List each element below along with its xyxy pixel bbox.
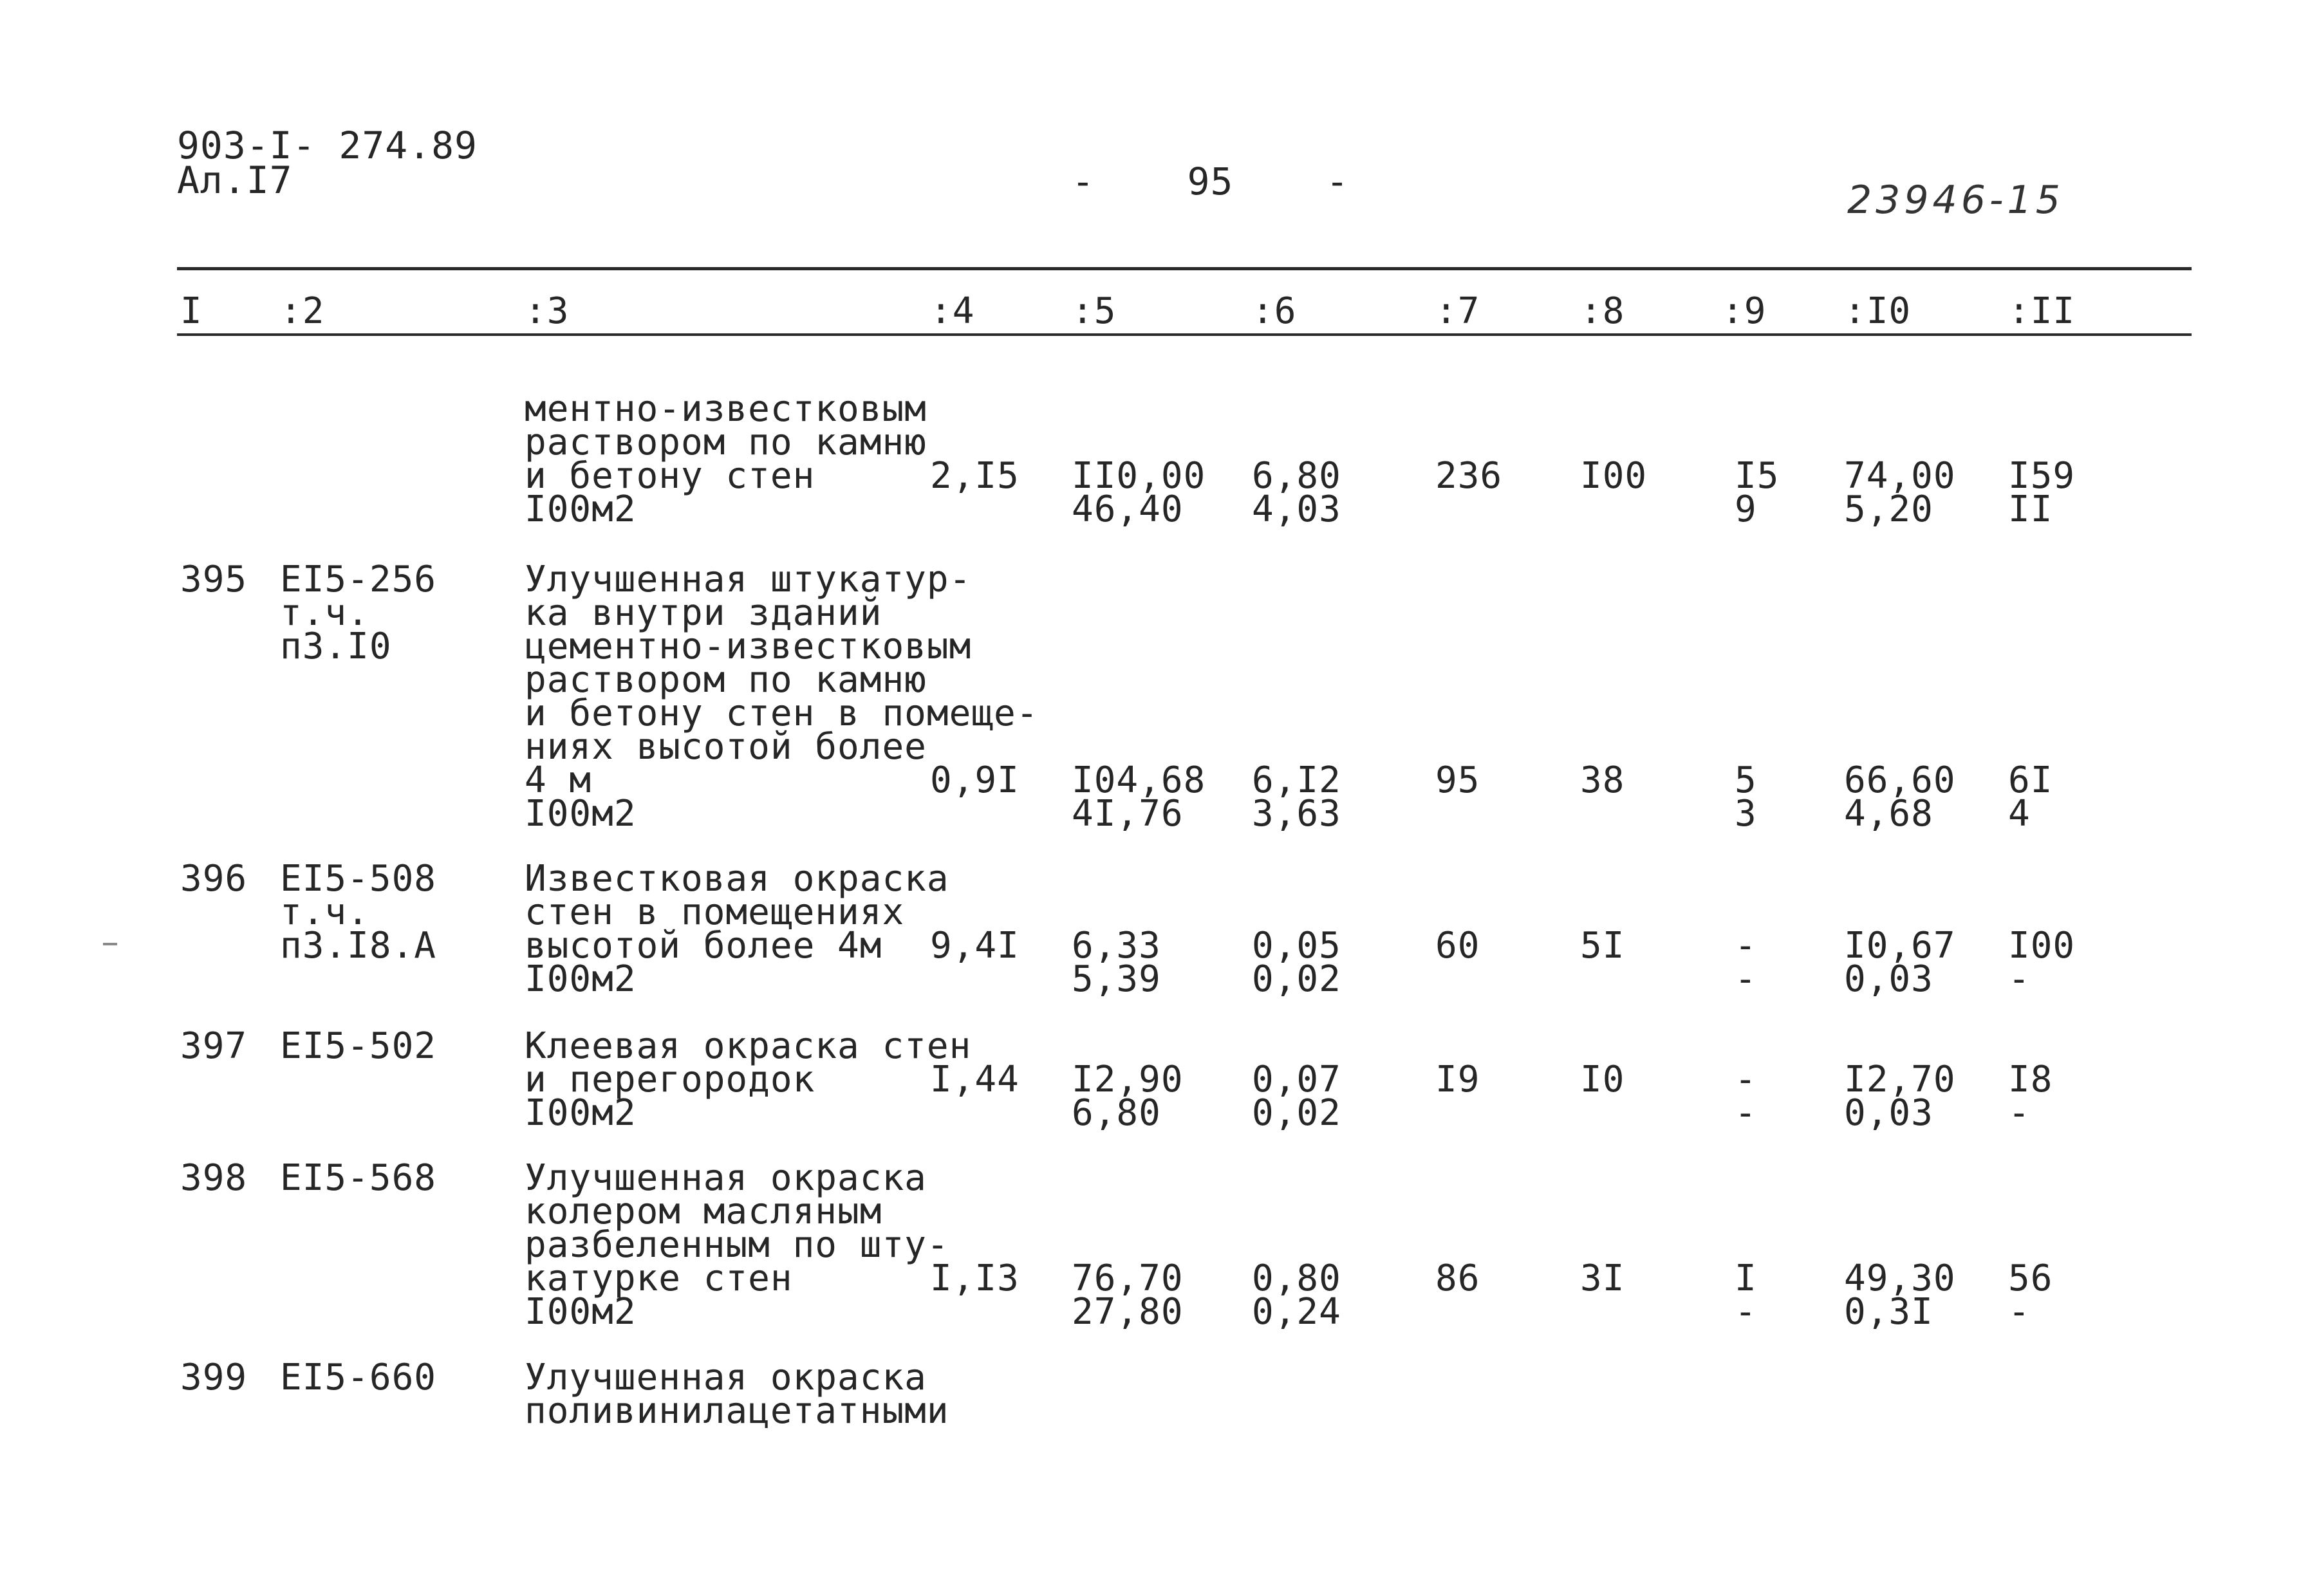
total-cost bbox=[1435, 1257, 1480, 1299]
work-description-line: Улучшенная окраска bbox=[525, 1357, 927, 1398]
quantity-line: I,44 bbox=[930, 1059, 1020, 1100]
work-description-line: и перегородок bbox=[525, 1059, 815, 1100]
quantity-line: I,I3 bbox=[930, 1257, 1020, 1299]
rate-code-line: EI5-660 bbox=[280, 1357, 437, 1398]
position-number-line: 395 bbox=[180, 559, 248, 600]
machine-cost-line: 0,24 bbox=[1252, 1291, 1341, 1333]
labor-total-line: - bbox=[2008, 1092, 2031, 1134]
labor-cost bbox=[1844, 455, 1956, 530]
work-description-line: I00м2 bbox=[525, 793, 637, 835]
position-number bbox=[180, 559, 248, 600]
machine-cost-line: 0,80 bbox=[1252, 1257, 1341, 1299]
labor-cost bbox=[1844, 1257, 1956, 1333]
wages-total-line: 5I bbox=[1580, 925, 1625, 967]
page-number: - 95 - bbox=[1072, 160, 1350, 203]
column-header: :8 bbox=[1580, 290, 1625, 332]
doc-number: 903-I- 274.89 bbox=[177, 124, 478, 167]
unit-cost bbox=[1072, 759, 1206, 835]
machine-wages-line: 5 bbox=[1735, 759, 1757, 801]
rate-code-line: т.ч. bbox=[280, 592, 369, 634]
wages-total bbox=[1580, 455, 1648, 497]
quantity bbox=[930, 1059, 1020, 1100]
rate-code bbox=[280, 1357, 437, 1398]
labor-total-line: I59 bbox=[2008, 455, 2076, 497]
work-description-line: I00м2 bbox=[525, 1291, 637, 1333]
total-cost bbox=[1435, 1059, 1480, 1100]
machine-cost-line: 0,05 bbox=[1252, 925, 1341, 967]
labor-total bbox=[2008, 1059, 2053, 1134]
machine-wages-line: I5 bbox=[1735, 455, 1780, 497]
work-description-line: Улучшенная окраска bbox=[525, 1157, 927, 1199]
unit-cost-line: 76,70 bbox=[1072, 1257, 1184, 1299]
total-cost-line: 86 bbox=[1435, 1257, 1480, 1299]
labor-cost-line: 0,3I bbox=[1844, 1291, 1933, 1333]
labor-total bbox=[2008, 925, 2076, 1000]
unit-cost-line: I2,90 bbox=[1072, 1059, 1184, 1100]
labor-total-line: II bbox=[2008, 488, 2053, 530]
column-header: I bbox=[180, 290, 203, 332]
labor-total-line: - bbox=[2008, 1291, 2031, 1333]
work-description-line: раствором по камню bbox=[525, 659, 927, 701]
work-description bbox=[525, 858, 949, 1000]
rate-code bbox=[280, 1157, 437, 1199]
labor-cost bbox=[1844, 759, 1956, 835]
labor-total-line: I8 bbox=[2008, 1059, 2053, 1100]
machine-wages-line: - bbox=[1735, 925, 1757, 967]
wages-total bbox=[1580, 1257, 1625, 1299]
wages-total bbox=[1580, 759, 1625, 801]
column-header: :4 bbox=[930, 290, 975, 332]
labor-cost-line: 0,03 bbox=[1844, 1092, 1933, 1134]
position-number bbox=[180, 858, 248, 900]
work-description-line: колером масляным bbox=[525, 1191, 882, 1232]
machine-wages-line: 3 bbox=[1735, 793, 1757, 835]
machine-wages-line: - bbox=[1735, 1059, 1757, 1100]
quantity bbox=[930, 925, 1020, 967]
machine-wages-line: 9 bbox=[1735, 488, 1757, 530]
machine-cost bbox=[1252, 1059, 1341, 1134]
column-header: :9 bbox=[1722, 290, 1767, 332]
position-number bbox=[180, 1357, 248, 1398]
work-description-line: поливинилацетатными bbox=[525, 1390, 949, 1432]
work-description-line: и бетону стен в помеще- bbox=[525, 692, 1039, 734]
rate-code-line: п3.I8.А bbox=[280, 925, 437, 967]
unit-cost-line: 46,40 bbox=[1072, 488, 1184, 530]
work-description-line: Известковая окраска bbox=[525, 858, 949, 900]
unit-cost-line: 6,33 bbox=[1072, 925, 1161, 967]
work-description bbox=[525, 388, 927, 530]
position-number-line: 399 bbox=[180, 1357, 248, 1398]
wages-total bbox=[1580, 925, 1625, 967]
machine-cost bbox=[1252, 455, 1341, 530]
unit-cost-line: II0,00 bbox=[1072, 455, 1206, 497]
column-header: :2 bbox=[280, 290, 325, 332]
machine-cost bbox=[1252, 925, 1341, 1000]
labor-total bbox=[2008, 759, 2053, 835]
machine-wages bbox=[1735, 455, 1780, 530]
quantity bbox=[930, 455, 1020, 497]
labor-total bbox=[2008, 455, 2076, 530]
rate-code bbox=[280, 1025, 437, 1067]
rate-code-line: п3.I0 bbox=[280, 626, 392, 667]
machine-wages bbox=[1735, 1059, 1757, 1134]
labor-total bbox=[2008, 1257, 2053, 1333]
column-header: :6 bbox=[1252, 290, 1297, 332]
labor-cost-line: I0,67 bbox=[1844, 925, 1956, 967]
total-cost bbox=[1435, 925, 1480, 967]
rate-code-line: EI5-508 bbox=[280, 858, 437, 900]
handwritten-number: 23946-15 bbox=[1847, 178, 2064, 223]
labor-cost-line: 0,03 bbox=[1844, 958, 1933, 1000]
position-number-line: 397 bbox=[180, 1025, 248, 1067]
table-header-rule bbox=[177, 333, 2192, 336]
labor-total-line: 4 bbox=[2008, 793, 2031, 835]
machine-wages-line: - bbox=[1735, 958, 1757, 1000]
unit-cost bbox=[1072, 455, 1206, 530]
work-description bbox=[525, 1025, 972, 1134]
work-description-line: разбеленным по шту- bbox=[525, 1224, 949, 1266]
rate-code-line: т.ч. bbox=[280, 891, 369, 933]
unit-cost-line: 4I,76 bbox=[1072, 793, 1184, 835]
unit-cost-line: 6,80 bbox=[1072, 1092, 1161, 1134]
machine-wages bbox=[1735, 1257, 1757, 1333]
unit-cost bbox=[1072, 1059, 1184, 1134]
position-number-line: 398 bbox=[180, 1157, 248, 1199]
position-number-line: 396 bbox=[180, 858, 248, 900]
machine-wages-line: - bbox=[1735, 1291, 1757, 1333]
rate-code bbox=[280, 559, 437, 667]
column-header: :II bbox=[2008, 290, 2076, 332]
labor-cost bbox=[1844, 925, 1956, 1000]
machine-wages-line: - bbox=[1735, 1092, 1757, 1134]
work-description-line: ниях высотой более bbox=[525, 726, 927, 768]
machine-cost-line: 6,80 bbox=[1252, 455, 1341, 497]
work-description-line: I00м2 bbox=[525, 958, 637, 1000]
machine-cost-line: 6,I2 bbox=[1252, 759, 1341, 801]
wages-total-line: 3I bbox=[1580, 1257, 1625, 1299]
total-cost bbox=[1435, 455, 1503, 497]
work-description-line: ментно-известковым bbox=[525, 388, 927, 430]
column-header: :3 bbox=[525, 290, 570, 332]
work-description-line: Улучшенная штукатур- bbox=[525, 559, 972, 600]
machine-cost-line: 4,03 bbox=[1252, 488, 1341, 530]
labor-cost-line: 74,00 bbox=[1844, 455, 1956, 497]
work-description-line: стен в помещениях bbox=[525, 891, 905, 933]
labor-cost-line: 4,68 bbox=[1844, 793, 1933, 835]
quantity bbox=[930, 1257, 1020, 1299]
quantity bbox=[930, 759, 1020, 801]
rate-code bbox=[280, 858, 437, 967]
table-top-rule bbox=[177, 267, 2192, 270]
rate-code-line: EI5-502 bbox=[280, 1025, 437, 1067]
labor-cost-line: 5,20 bbox=[1844, 488, 1933, 530]
total-cost-line: 60 bbox=[1435, 925, 1480, 967]
machine-cost-line: 0,02 bbox=[1252, 958, 1341, 1000]
wages-total-line: I0 bbox=[1580, 1059, 1625, 1100]
column-header: :5 bbox=[1072, 290, 1117, 332]
machine-cost bbox=[1252, 1257, 1341, 1333]
unit-cost bbox=[1072, 1257, 1184, 1333]
total-cost-line: 95 bbox=[1435, 759, 1480, 801]
work-description-line: высотой более 4м bbox=[525, 925, 882, 967]
labor-total-line: 6I bbox=[2008, 759, 2053, 801]
work-description-line: 4 м bbox=[525, 759, 592, 801]
work-description-line: ка внутри зданий bbox=[525, 592, 882, 634]
total-cost-line: I9 bbox=[1435, 1059, 1480, 1100]
quantity-line: 9,4I bbox=[930, 925, 1020, 967]
work-description-line: цементно-известковым bbox=[525, 626, 972, 667]
work-description bbox=[525, 1157, 949, 1333]
total-cost bbox=[1435, 759, 1480, 801]
labor-cost-line: 66,60 bbox=[1844, 759, 1956, 801]
quantity-line: 2,I5 bbox=[930, 455, 1020, 497]
margin-mark bbox=[103, 943, 117, 945]
work-description-line: I00м2 bbox=[525, 488, 637, 530]
labor-cost-line: I2,70 bbox=[1844, 1059, 1956, 1100]
machine-cost-line: 0,02 bbox=[1252, 1092, 1341, 1134]
position-number bbox=[180, 1157, 248, 1199]
rate-code-line: EI5-256 bbox=[280, 559, 437, 600]
machine-cost-line: 3,63 bbox=[1252, 793, 1341, 835]
machine-cost bbox=[1252, 759, 1341, 835]
machine-wages bbox=[1735, 759, 1757, 835]
work-description bbox=[525, 1357, 949, 1432]
wages-total bbox=[1580, 1059, 1625, 1100]
labor-total-line: I00 bbox=[2008, 925, 2076, 967]
column-header: :7 bbox=[1435, 290, 1480, 332]
labor-total-line: - bbox=[2008, 958, 2031, 1000]
quantity-line: 0,9I bbox=[930, 759, 1020, 801]
labor-cost bbox=[1844, 1059, 1956, 1134]
unit-cost bbox=[1072, 925, 1161, 1000]
total-cost-line: 236 bbox=[1435, 455, 1503, 497]
wages-total-line: I00 bbox=[1580, 455, 1648, 497]
column-header: :I0 bbox=[1844, 290, 1912, 332]
work-description-line: раствором по камню bbox=[525, 422, 927, 463]
work-description-line: I00м2 bbox=[525, 1092, 637, 1134]
labor-cost-line: 49,30 bbox=[1844, 1257, 1956, 1299]
work-description-line: катурке стен bbox=[525, 1257, 793, 1299]
work-description-line: и бетону стен bbox=[525, 455, 815, 497]
unit-cost-line: 5,39 bbox=[1072, 958, 1161, 1000]
position-number bbox=[180, 1025, 248, 1067]
unit-cost-line: I04,68 bbox=[1072, 759, 1206, 801]
rate-code-line: EI5-568 bbox=[280, 1157, 437, 1199]
machine-wages bbox=[1735, 925, 1757, 1000]
machine-cost-line: 0,07 bbox=[1252, 1059, 1341, 1100]
work-description-line: Клеевая окраска стен bbox=[525, 1025, 972, 1067]
wages-total-line: 38 bbox=[1580, 759, 1625, 801]
labor-total-line: 56 bbox=[2008, 1257, 2053, 1299]
unit-cost-line: 27,80 bbox=[1072, 1291, 1184, 1333]
machine-wages-line: I bbox=[1735, 1257, 1757, 1299]
sheet-label: Ал.I7 bbox=[177, 158, 293, 202]
